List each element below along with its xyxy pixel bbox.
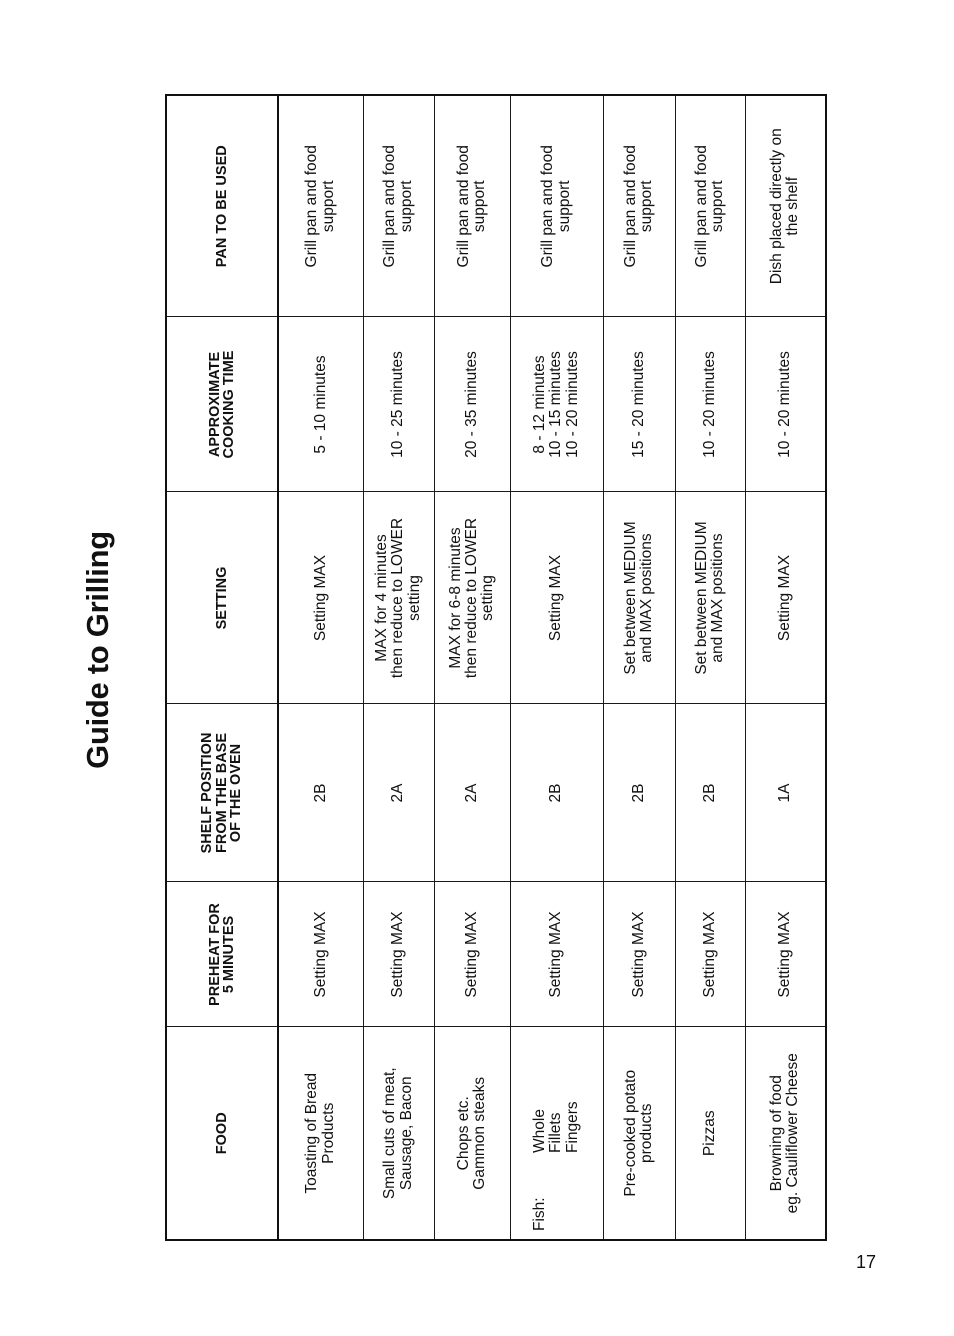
setting-line: Setting MAX [776,554,794,642]
header-food-text: FOOD [213,1112,230,1155]
cell-shelf [675,704,745,882]
cell-setting [278,492,363,704]
cell-pan [363,95,434,317]
food-line: Sausage, Bacon [397,1076,415,1191]
page-number: 17 [855,1252,876,1272]
preheat-text: Setting MAX [700,911,718,998]
header-row [166,95,278,1240]
time-line: 8 - 12 minutes [531,355,549,454]
food-line: Small cuts of meat, [381,1067,399,1200]
setting-line: then reduce to LOWER [462,517,480,679]
setting-line: Set between MEDIUM [692,521,710,675]
setting-line: MAX for 6-8 minutes [446,527,464,669]
preheat-text: Setting MAX [311,911,329,998]
food-line: Products [319,1102,337,1164]
setting-line: then reduce to LOWER [389,517,407,679]
food-line: Browning of food [767,1075,785,1192]
cell-food [675,1027,745,1240]
header-shelf-line: FROM THE BASE [213,732,230,854]
pan-line: Grill pan and food [454,145,472,268]
cell-setting [363,492,434,704]
pan-line: support [709,180,726,233]
shelf-text: 2A [462,783,480,803]
shelf-text: 2A [389,783,407,803]
cell-food [745,1027,826,1240]
cell-time [434,317,510,492]
table-row [675,95,745,1240]
header-shelf-line: OF THE OVEN [228,743,245,843]
cell-time [675,317,745,492]
pan-line: Dish placed directly on [767,128,785,285]
cell-preheat [603,882,675,1027]
header-shelf-position [166,704,278,882]
cell-preheat [510,882,603,1027]
food-line: eg. Cauliflower Cheese [784,1053,802,1214]
pan-line: Grill pan and food [303,145,321,268]
preheat-text: Setting MAX [776,911,794,998]
shelf-text: 2B [547,783,565,803]
cell-time [745,317,826,492]
cell-preheat [363,882,434,1027]
pan-line: Grill pan and food [621,145,639,268]
pan-line: Grill pan and food [381,145,399,268]
table-row [745,95,826,1240]
cell-shelf [510,704,603,882]
setting-line: setting [479,575,497,621]
food-line: Gammon steaks [471,1076,488,1190]
table-row [603,95,675,1240]
header-preheat [166,882,278,1027]
header-preheat-line: 5 MINUTES [221,915,237,994]
time-line: 10 - 15 minutes [547,351,565,458]
food-line: Pizzas [700,1110,718,1157]
shelf-text: 2B [700,783,718,803]
food-line: Toasting of Bread [303,1072,321,1194]
pan-line: support [638,180,655,233]
header-preheat-line: PREHEAT FOR [206,903,223,1006]
cell-preheat [675,882,745,1027]
time-line: 5 - 10 minutes [311,355,329,454]
cell-setting [675,492,745,704]
cell-preheat [278,882,363,1027]
cell-preheat [434,882,510,1027]
preheat-text: Setting MAX [462,911,480,998]
grilling-guide-table [165,94,827,1241]
pan-line: support [471,180,488,233]
preheat-text: Setting MAX [389,911,407,998]
cell-time [363,317,434,492]
cell-time [278,317,363,492]
cell-shelf [603,704,675,882]
header-pan-text: PAN TO BE USED [213,145,230,268]
setting-line: Setting MAX [311,554,329,642]
table-row [363,95,434,1240]
table-row [510,95,603,1240]
shelf-text: 2B [311,783,329,803]
cell-shelf [745,704,826,882]
grilling-guide-table-rotated [165,96,825,1241]
header-setting-text: SETTING [213,566,230,630]
pan-line: the shelf [784,176,802,236]
fish-item: Fillets [547,1112,565,1153]
cell-food-fish [510,1027,603,1240]
shelf-text: 2B [629,783,647,803]
cell-setting [434,492,510,704]
preheat-text: Setting MAX [629,911,647,998]
table-row [278,95,363,1240]
cell-food [603,1027,675,1240]
cell-setting [603,492,675,704]
fish-item: Whole [531,1109,549,1153]
fish-label: Fish: [531,1197,549,1231]
cell-pan [603,95,675,317]
setting-line: and MAX positions [638,533,655,663]
setting-line: Setting MAX [547,554,565,642]
cell-setting [745,492,826,704]
cell-pan [510,95,603,317]
fish-grid [532,1028,581,1232]
header-setting [166,492,278,704]
time-line: 15 - 20 minutes [629,351,647,458]
cell-setting [510,492,603,704]
header-cooking-time [166,317,278,492]
shelf-text: 1A [776,783,794,803]
cell-food [278,1027,363,1240]
setting-line: Set between MEDIUM [621,521,639,675]
header-time-line: COOKING TIME [221,350,237,459]
cell-food [363,1027,434,1240]
time-line: 10 - 20 minutes [776,351,794,458]
cell-food [434,1027,510,1240]
header-food [166,1027,278,1240]
header-time-line: APPROXIMATE [206,351,223,458]
setting-line: and MAX positions [709,533,726,663]
fish-item: Fingers [563,1101,581,1153]
time-line: 10 - 20 minutes [700,351,718,458]
time-line: 20 - 35 minutes [462,351,480,458]
fish-list [532,1101,581,1153]
cell-preheat [745,882,826,1027]
cell-pan [745,95,826,317]
pan-line: support [319,180,337,233]
preheat-text: Setting MAX [547,911,565,998]
header-pan [166,95,278,317]
cell-shelf [363,704,434,882]
pan-line: support [555,180,573,233]
cell-shelf [434,704,510,882]
pan-line: Grill pan and food [692,145,710,268]
table-row [434,95,510,1240]
page-title: Guide to Grilling [80,531,115,769]
time-line: 10 - 20 minutes [563,351,581,458]
food-line: Pre-cooked potato [621,1069,639,1197]
food-line: products [638,1103,655,1163]
cell-shelf [278,704,363,882]
cell-pan [278,95,363,317]
cell-pan [675,95,745,317]
pan-line: Grill pan and food [539,145,557,268]
grilling-guide-table-wrapper [165,96,825,1241]
setting-line: MAX for 4 minutes [373,534,391,662]
setting-line: setting [405,575,423,621]
time-line: 10 - 25 minutes [389,351,407,458]
header-shelf-line: SHELF POSITION [199,732,216,854]
food-line: Chops etc. [454,1096,472,1171]
pan-line: support [397,180,415,233]
cell-pan [434,95,510,317]
cell-time [510,317,603,492]
cell-time [603,317,675,492]
